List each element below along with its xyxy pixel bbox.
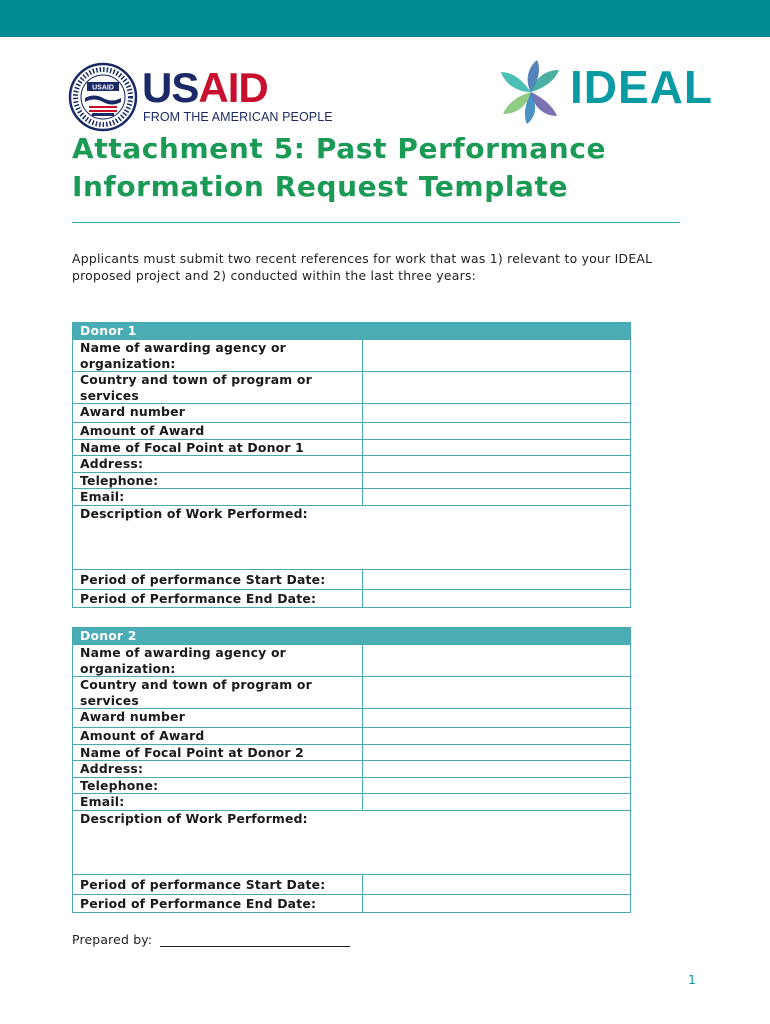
answer-field[interactable] [363, 794, 631, 811]
prepared-by-label: Prepared by: [72, 932, 153, 947]
row-label: Amount of Award [73, 423, 363, 440]
page-number: 1 [688, 972, 696, 987]
date-field[interactable] [363, 874, 631, 894]
answer-field[interactable] [363, 404, 631, 423]
row-label: Email: [73, 794, 363, 811]
usaid-wordmark: USAID [142, 64, 268, 111]
answer-field[interactable] [363, 372, 631, 404]
answer-field[interactable] [363, 761, 631, 778]
date-field[interactable] [363, 894, 631, 912]
row-label: Email: [73, 489, 363, 506]
description-field[interactable]: Description of Work Performed: [73, 810, 631, 874]
answer-field[interactable] [363, 677, 631, 709]
ideal-wordmark: IDEAL [570, 61, 713, 113]
row-label: Award number [73, 709, 363, 728]
row-label: Telephone: [73, 472, 363, 489]
date-field[interactable] [363, 589, 631, 607]
row-label: Name of Focal Point at Donor 2 [73, 744, 363, 761]
row-label: Period of Performance End Date: [73, 894, 363, 912]
title-line-1: Attachment 5: Past Performance [72, 132, 607, 165]
answer-field[interactable] [363, 423, 631, 440]
row-label: Amount of Award [73, 728, 363, 745]
row-label: Name of awarding agency or organization: [73, 645, 363, 677]
row-label: Period of Performance End Date: [73, 589, 363, 607]
row-label: Telephone: [73, 777, 363, 794]
answer-field[interactable] [363, 728, 631, 745]
title-line-2: Information Request Template [72, 170, 569, 203]
answer-field[interactable] [363, 777, 631, 794]
row-label: Period of performance Start Date: [73, 874, 363, 894]
row-label: Name of awarding agency or organization: [73, 340, 363, 372]
row-label: Period of performance Start Date: [73, 569, 363, 589]
donor-1-header: Donor 1 [73, 323, 631, 340]
answer-field[interactable] [363, 439, 631, 456]
donor-1-table [72, 322, 631, 608]
answer-field[interactable] [363, 340, 631, 372]
row-label: Award number [73, 404, 363, 423]
title-divider [72, 222, 680, 223]
ideal-leaf-icon [495, 58, 567, 126]
row-label: Country and town of program or services [73, 372, 363, 404]
top-banner [0, 0, 770, 37]
date-field[interactable] [363, 569, 631, 589]
answer-field[interactable] [363, 472, 631, 489]
answer-field[interactable] [363, 489, 631, 506]
row-label: Name of Focal Point at Donor 1 [73, 439, 363, 456]
usaid-seal-icon [68, 62, 138, 132]
answer-field[interactable] [363, 456, 631, 473]
page-title [72, 130, 682, 206]
usaid-tagline: FROM THE AMERICAN PEOPLE [143, 110, 333, 124]
svg-text:USAID: USAID [92, 84, 114, 92]
answer-field[interactable] [363, 645, 631, 677]
description-field[interactable]: Description of Work Performed: [73, 505, 631, 569]
prepared-by-signature-line[interactable] [160, 946, 350, 947]
row-label: Address: [73, 456, 363, 473]
donor-2-table [72, 627, 631, 913]
row-label: Country and town of program or services [73, 677, 363, 709]
donor-2-header: Donor 2 [73, 628, 631, 645]
row-label: Address: [73, 761, 363, 778]
intro-paragraph: Applicants must submit two recent references for work that was 1) relevant to your IDEAL proposed project and 2) conducted within the last three years: [72, 251, 653, 283]
answer-field[interactable] [363, 744, 631, 761]
answer-field[interactable] [363, 709, 631, 728]
